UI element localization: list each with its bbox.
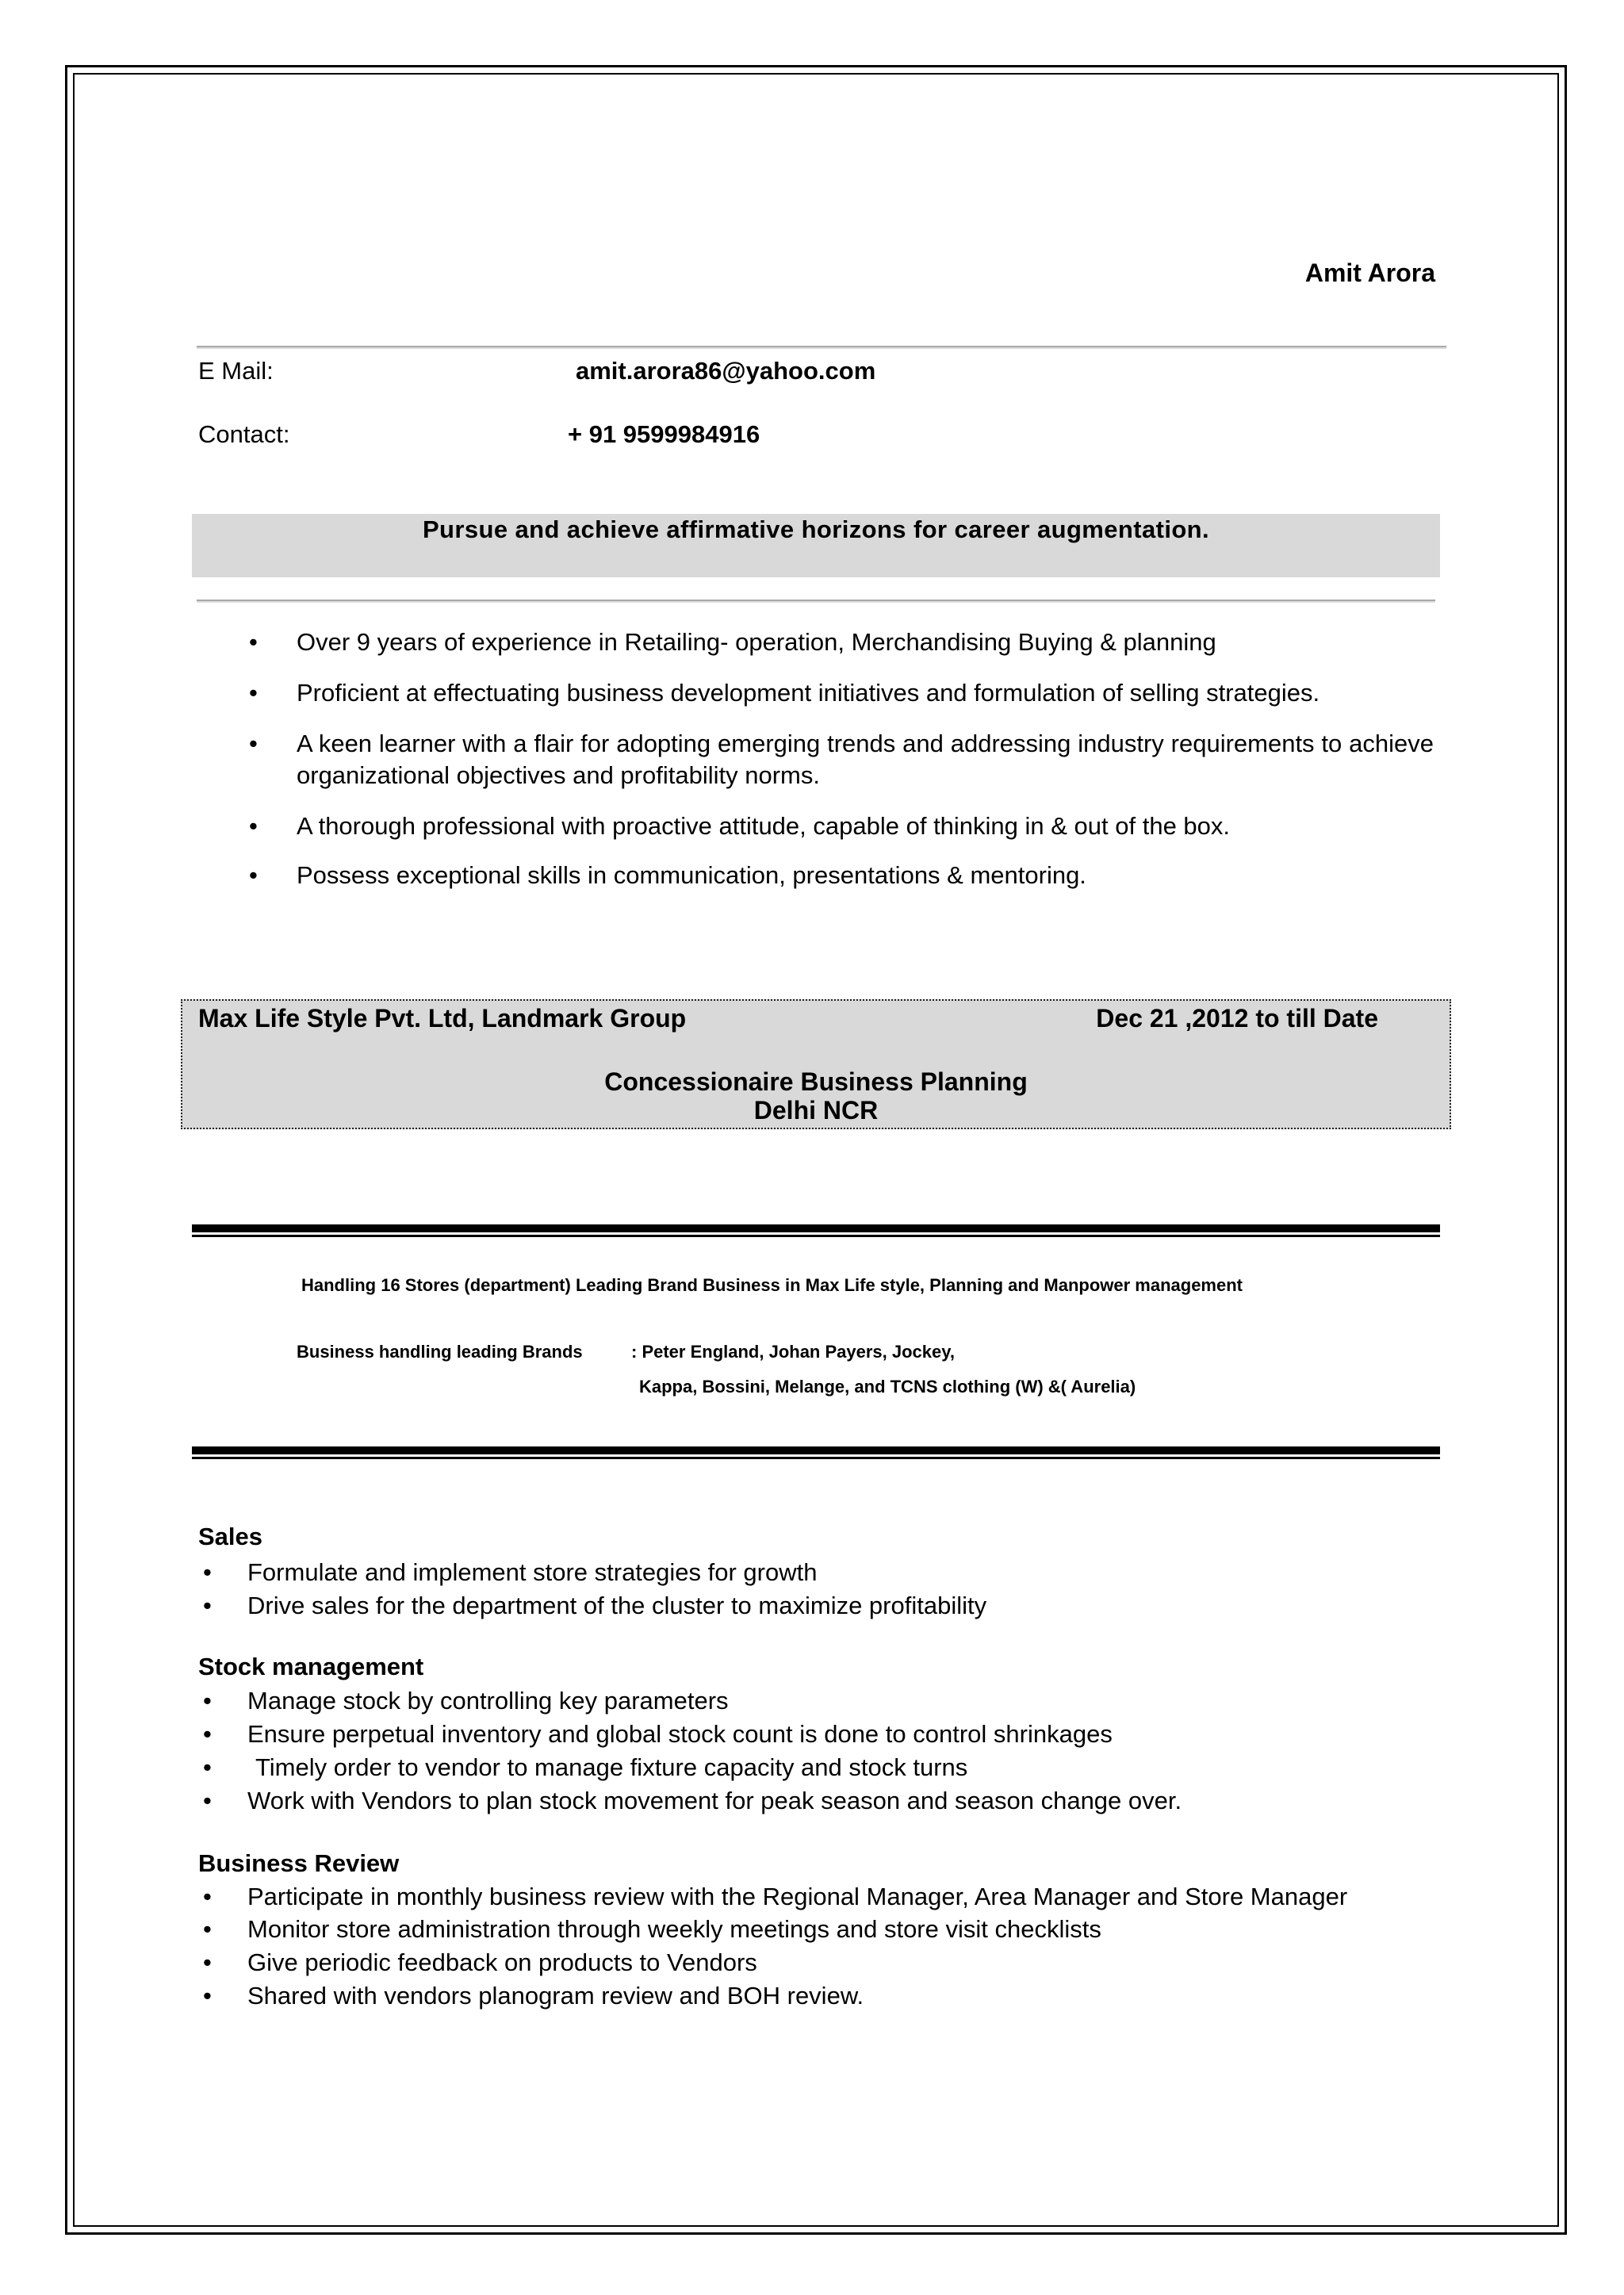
summary-item: • Possess exceptional skills in communication, presentations & mentoring.	[238, 860, 1434, 891]
list-item: • Ensure perpetual inventory and global stock count is done to control shrinkages	[198, 1718, 1435, 1751]
stock-list	[198, 1684, 1435, 1818]
contact-label: Contact:	[198, 420, 290, 448]
email-label: E Mail:	[198, 357, 274, 385]
list-item: • Work with Vendors to plan stock movement for peak season and season change over.	[198, 1784, 1435, 1818]
summary-list	[238, 626, 1434, 910]
summary-item: • Proficient at effectuating business development initiatives and formulation of selling strategies.	[238, 677, 1434, 709]
brands-label: Business handling leading Brands	[297, 1342, 583, 1362]
section-title-stock: Stock management	[198, 1653, 424, 1680]
sales-list	[198, 1556, 1435, 1623]
list-item: • Participate in monthly business review with the Regional Manager, Area Manager and Store Manager	[198, 1881, 1364, 1913]
summary-item: • A thorough professional with proactive attitude, capable of thinking in & out of the box.	[238, 810, 1434, 842]
email-value[interactable]: amit.arora86@yahoo.com	[576, 357, 876, 385]
job-dates: Dec 21 ,2012 to till Date	[1096, 1004, 1378, 1033]
job-role: Concessionaire Business Planning	[604, 1067, 1028, 1096]
header-divider	[197, 346, 1446, 347]
objective-divider	[197, 600, 1435, 601]
list-item: • Monitor store administration through weekly meetings and store visit checklists	[198, 1913, 1364, 1946]
job-location: Delhi NCR	[753, 1096, 879, 1125]
job-company: Max Life Style Pvt. Ltd, Landmark Group	[198, 1004, 687, 1033]
list-item: • Drive sales for the department of the cluster to maximize profitability	[198, 1589, 1435, 1623]
highlights-top-rule	[192, 1224, 1440, 1232]
objective-text: Pursue and achieve affirmative horizons for career augmentation.	[422, 515, 1210, 543]
candidate-name: Amit Arora	[1304, 259, 1435, 287]
objective-banner	[192, 514, 1440, 577]
section-title-sales: Sales	[198, 1523, 263, 1550]
list-item: • Timely order to vendor to manage fixture capacity and stock turns	[198, 1751, 1435, 1784]
summary-item: • Over 9 years of experience in Retailing- operation, Merchandising Buying & planning	[238, 626, 1434, 658]
section-title-business-review: Business Review	[198, 1849, 400, 1877]
job-header-box	[181, 999, 1451, 1129]
highlight-stores: Handling 16 Stores (department) Leading Brand Business in Max Life style, Planning and Manpower management	[301, 1275, 1243, 1295]
summary-item: • A keen learner with a flair for adopting emerging trends and addressing industry requirements to achieve organizational objectives and profitability norms.	[238, 728, 1434, 791]
brands-line-1: : Peter England, Johan Payers, Jockey,	[631, 1342, 955, 1362]
list-item: • Shared with vendors planogram review and BOH review.	[198, 1979, 1364, 2013]
list-item: • Formulate and implement store strategies for growth	[198, 1556, 1435, 1589]
list-item: • Manage stock by controlling key parameters	[198, 1684, 1435, 1718]
list-item: • Give periodic feedback on products to Vendors	[198, 1946, 1364, 1979]
brands-line-2: Kappa, Bossini, Melange, and TCNS clothing (W) &( Aurelia)	[639, 1377, 1136, 1397]
phone-value: + 91 9599984916	[568, 420, 760, 448]
highlights-bottom-rule	[192, 1446, 1440, 1454]
business-review-list	[198, 1881, 1364, 2013]
